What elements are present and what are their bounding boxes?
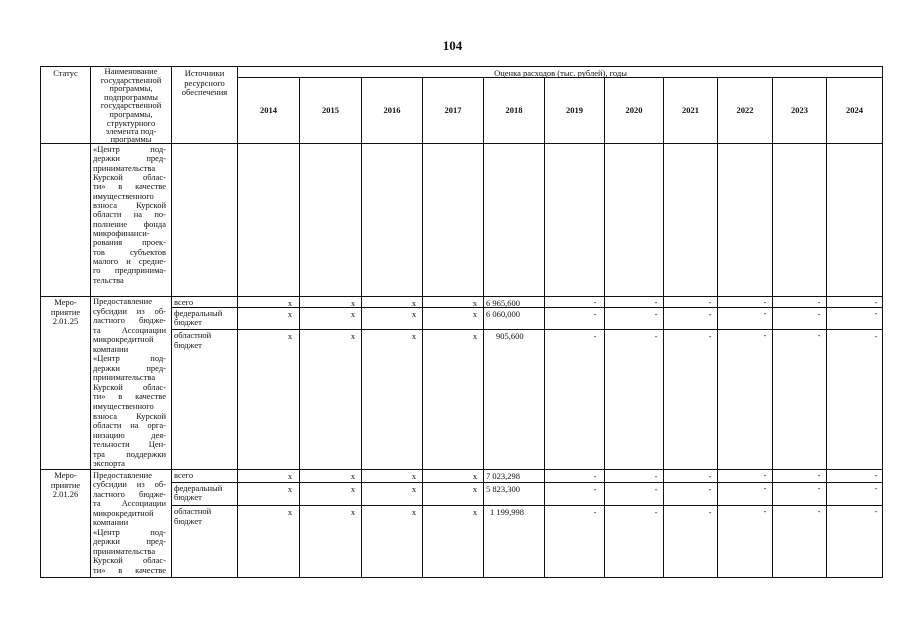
row-status: Меро- приятие 2.01.25 [50,297,81,326]
cell-value: x [287,507,293,517]
cell-value: - [593,471,597,481]
cell-value: x [287,297,293,308]
cell-value-2018: 6 060,000 [486,308,520,319]
year-2023: 2023 [791,105,808,115]
cell-value: - [874,470,878,480]
cell-value: - [817,470,821,480]
cell-value-2018: 7 023,298 [486,471,520,481]
cell-value: x [287,483,293,494]
source-label: всего [174,296,194,307]
year-2017: 2017 [444,105,462,115]
cell-value: - [708,331,712,341]
cell-value: - [817,483,821,493]
cell-value: - [708,296,712,307]
year-2024: 2024 [846,105,863,115]
cell-value: x [350,471,356,481]
cell-value: - [874,506,878,516]
cell-value: x [350,483,356,494]
cell-value: x [411,483,417,494]
cell-value: - [763,296,767,307]
cell-value: - [817,308,821,319]
cell-value: - [817,330,821,340]
source-label: федеральный бюджет [174,482,223,503]
cell-value: x [472,308,478,319]
cell-value: x [472,297,478,308]
header-expense-title: Оценка расходов (тыс. рублей), годы [494,67,627,78]
cell-value: - [874,483,878,493]
cell-value: x [411,471,417,481]
cell-value: - [763,330,767,340]
cell-value: - [817,296,821,307]
cell-value: x [472,331,478,341]
row-name: Предоставление субсидии из об- ластного бюдже- та Ассоциации микрокредитной компании «Центр под- держки пред- принимательства Курской облас- ти» в качестве имущественного взноса Курской области на орга- низацию дея- тельности Цен- тра поддержки экспорта [93,296,166,469]
cell-value: x [287,471,293,481]
cell-value: - [593,483,597,494]
cell-value: - [763,470,767,480]
year-2021: 2021 [682,105,699,115]
source-label: областной бюджет [174,330,212,350]
cell-value: x [411,331,417,341]
year-2014: 2014 [260,105,277,115]
cell-value: x [350,507,356,517]
cell-value: - [708,483,712,494]
source-label: федеральный бюджет [174,307,223,328]
cell-value: x [411,308,417,319]
cell-value: - [654,331,658,341]
year-2019: 2019 [566,105,583,115]
cell-value: - [874,307,878,318]
cell-value: - [593,331,597,341]
cell-value-2018: 5 823,300 [486,483,520,494]
source-label: всего [174,470,194,480]
cell-value: - [763,307,767,318]
cell-value: x [287,331,293,341]
cell-value: - [763,483,767,493]
cell-value: - [654,507,658,517]
cell-value: - [874,296,878,307]
cell-value: - [654,471,658,481]
year-2016: 2016 [383,105,401,115]
cell-value-2018: 1 199,998 [490,507,524,517]
cell-value: x [411,297,417,308]
year-2015: 2015 [322,105,339,115]
cell-value: x [350,297,356,308]
cell-value: x [350,308,356,319]
cell-value: - [654,483,658,494]
cell-value: - [708,471,712,481]
page-number: 104 [442,38,463,53]
cell-value: - [817,506,821,516]
year-2020: 2020 [625,105,643,115]
cell-value: - [593,308,597,319]
cell-value: x [350,331,356,341]
cell-value: x [411,507,417,517]
cell-value: - [593,507,597,517]
cell-value: - [763,506,767,516]
cell-value: x [472,471,478,481]
year-2018: 2018 [505,105,523,115]
header-status: Статус [53,68,78,78]
cell-value: - [654,296,658,307]
cell-value: - [874,331,878,341]
cell-value: - [593,296,597,307]
year-2022: 2022 [736,105,754,115]
cell-value: - [708,507,712,517]
row-name: Предоставление субсидии из об- ластного бюдже- та Ассоциации микрокредитной компании «Центр под- держки пред- принимательства Курской облас- ти» в качестве [93,469,166,575]
source-label: областной бюджет [174,506,212,526]
cell-value: x [287,308,293,319]
continuation-name: «Центр под- держки пред- принимательства Курской облас- ти» в качестве имущественного взноса Курской области на по- полнение фонда микрофинанси- рования проек- тов субъектов малого и средне- го предпринима- тельства [93,144,166,285]
cell-value: x [472,507,478,517]
cell-value: - [654,308,658,319]
cell-value-2018: 905,600 [496,331,524,341]
cell-value-2018: 6 965,600 [486,297,520,308]
cell-value: - [708,308,712,319]
row-status: Меро- приятие 2.01.26 [50,470,81,499]
cell-value: x [472,483,478,494]
